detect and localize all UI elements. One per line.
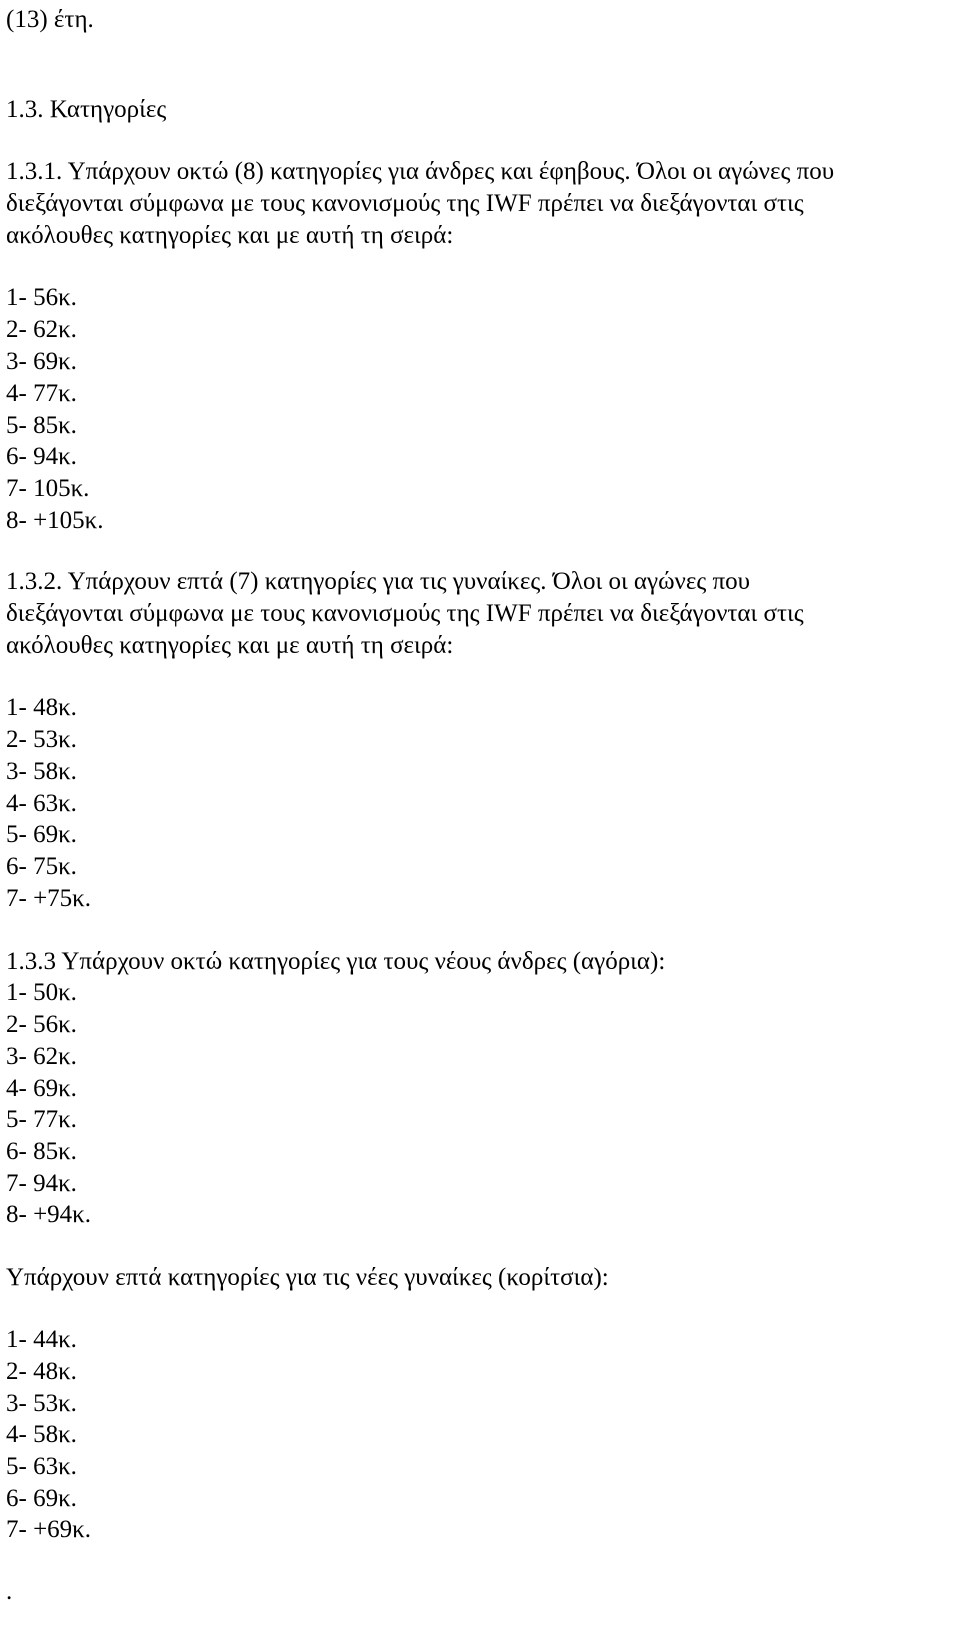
women-intro-line-3: ακόλουθες κατηγορίες και με αυτή τη σειρά: xyxy=(6,632,454,659)
top-fragment: (13) έτη. xyxy=(6,6,94,33)
youth-men-category-item: 4- 69κ. xyxy=(6,1075,77,1102)
youth-women-category-item: 2- 48κ. xyxy=(6,1358,77,1385)
trailing-mark: . xyxy=(6,1578,13,1605)
youth-women-category-item: 1- 44κ. xyxy=(6,1326,77,1353)
men-category-item: 8- +105κ. xyxy=(6,507,104,534)
women-category-item: 4- 63κ. xyxy=(6,790,77,817)
women-category-item: 6- 75κ. xyxy=(6,853,77,880)
men-category-item: 1- 56κ. xyxy=(6,284,77,311)
women-category-item: 3- 58κ. xyxy=(6,758,77,785)
women-intro-line-1: 1.3.2. Υπάρχουν επτά (7) κατηγορίες για τις γυναίκες. Όλοι οι αγώνες που xyxy=(6,568,750,595)
men-intro-line-3: ακόλουθες κατηγορίες και με αυτή τη σειρά: xyxy=(6,222,454,249)
youth-women-category-item: 5- 63κ. xyxy=(6,1453,77,1480)
men-category-item: 4- 77κ. xyxy=(6,380,77,407)
men-category-item: 5- 85κ. xyxy=(6,412,77,439)
youth-men-category-item: 5- 77κ. xyxy=(6,1106,77,1133)
youth-men-category-item: 2- 56κ. xyxy=(6,1011,77,1038)
men-category-item: 2- 62κ. xyxy=(6,316,77,343)
men-category-item: 7- 105κ. xyxy=(6,475,90,502)
youth-women-category-item: 6- 69κ. xyxy=(6,1485,77,1512)
women-intro-line-2: διεξάγονται σύμφωνα με τους κανονισμούς της IWF πρέπει να διεξάγονται στις xyxy=(6,600,804,627)
youth-men-category-item: 3- 62κ. xyxy=(6,1043,77,1070)
youth-men-category-item: 7- 94κ. xyxy=(6,1170,77,1197)
section-heading: 1.3. Κατηγορίες xyxy=(6,96,167,123)
youth-women-intro: Υπάρχουν επτά κατηγορίες για τις νέες γυναίκες (κορίτσια): xyxy=(6,1264,609,1291)
women-category-item: 5- 69κ. xyxy=(6,821,77,848)
men-intro-line-1: 1.3.1. Υπάρχουν οκτώ (8) κατηγορίες για άνδρες και έφηβους. Όλοι οι αγώνες που xyxy=(6,158,835,185)
women-category-item: 7- +75κ. xyxy=(6,885,92,912)
youth-men-category-item: 1- 50κ. xyxy=(6,979,77,1006)
women-category-item: 2- 53κ. xyxy=(6,726,77,753)
youth-men-category-item: 8- +94κ. xyxy=(6,1201,92,1228)
youth-men-category-item: 6- 85κ. xyxy=(6,1138,77,1165)
youth-men-intro: 1.3.3 Υπάρχουν οκτώ κατηγορίες για τους νέους άνδρες (αγόρια): xyxy=(6,948,666,975)
youth-women-category-item: 3- 53κ. xyxy=(6,1390,77,1417)
men-intro-line-2: διεξάγονται σύμφωνα με τους κανονισμούς της IWF πρέπει να διεξάγονται στις xyxy=(6,190,804,217)
men-category-item: 3- 69κ. xyxy=(6,348,77,375)
men-category-item: 6- 94κ. xyxy=(6,443,77,470)
youth-women-category-item: 4- 58κ. xyxy=(6,1421,77,1448)
youth-women-category-item: 7- +69κ. xyxy=(6,1516,92,1543)
women-category-item: 1- 48κ. xyxy=(6,694,77,721)
